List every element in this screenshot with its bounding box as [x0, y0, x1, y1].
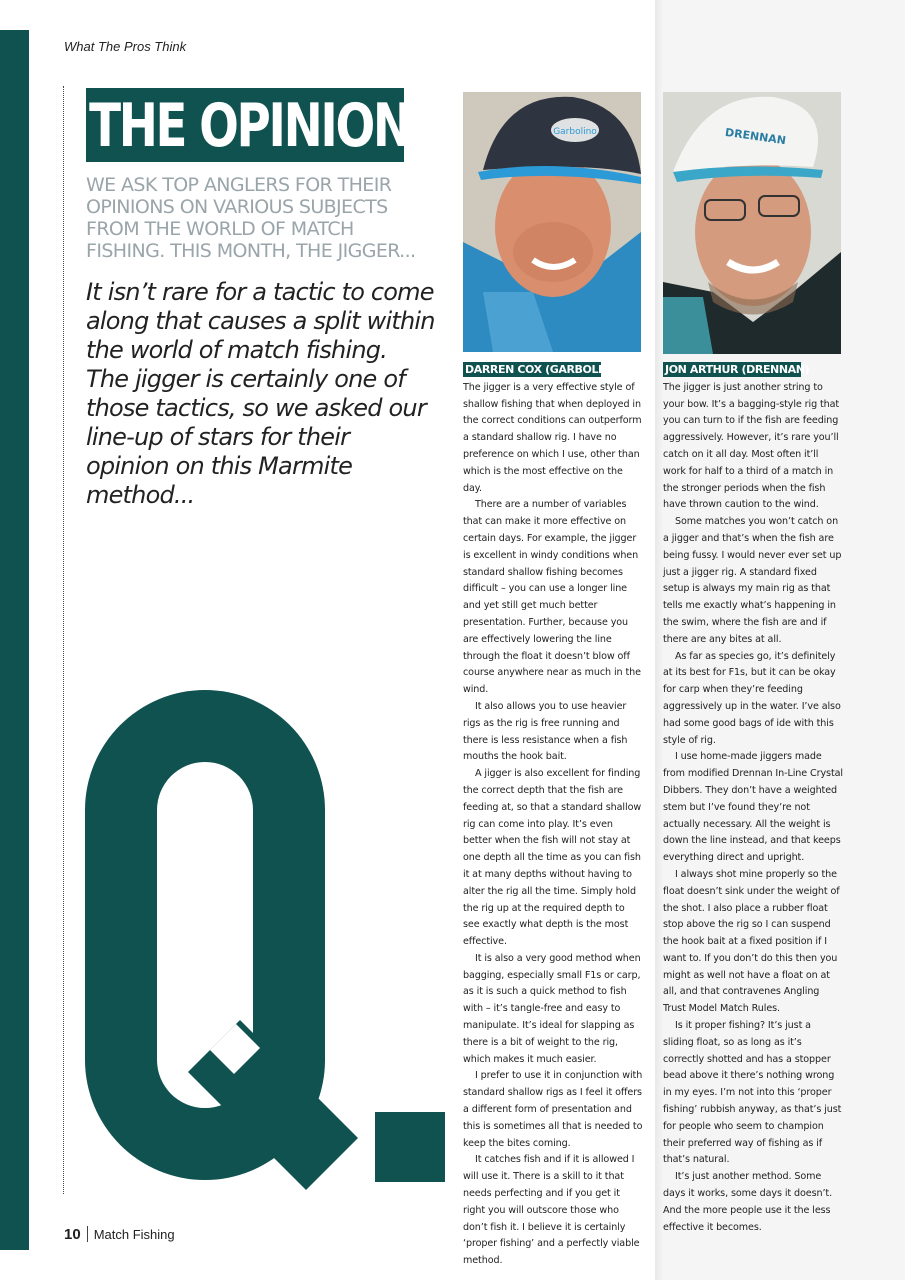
paragraph: A jigger is also excellent for finding the correct depth that the fish are feeding at, so that a standard shallow rig can come into play. It’s even better when the fish will not stay at one depth all the time as you can fish it at many depths without having to alter the rig all the time. Simply hold the rig up at the required depth to see exactly what depth is the most effective. [463, 768, 642, 948]
page-title: THE OPINION [89, 91, 410, 161]
section-label: What The Pros Think [64, 39, 187, 54]
paragraph: Some matches you won’t catch on a jigger and that’s when the fish are being fussy. I would never ever set up just a jigger rig. A standard fixed setup is always my main rig as that tells me exactly what’s happening in the swim, where the fish are and if there are any bites at all. [663, 516, 842, 645]
paragraph: The jigger is a very effective style of shallow fishing that when deployed in the correct conditions can outperform a standard shallow rig. I have no preference on which I use, other than which is the most effective on the day. [463, 381, 642, 494]
q-period [375, 1112, 445, 1182]
paragraph: It’s just another method. Some days it works, some days it doesn’t. And the more people use it the less effective it becomes. [663, 1171, 833, 1233]
footer-divider [87, 1226, 88, 1242]
paragraph: There are a number of variables that can make it more effective on certain days. For example, the jigger is excellent in windy conditions when standard shallow fishing becomes difficult – you can use a longer line and yet still get much better presentation. Further, because you are effectively lowering the line through the float it doesn’t blow off course anywhere near as much in the wind. [463, 499, 641, 696]
page-number: 10 [64, 1226, 81, 1243]
paragraph: As far as species go, it’s definitely at its best for F1s, but it can be okay for carp when they’re feeding aggressively up in the water. I’ve also had some good bags of ide with this style of rig. [663, 650, 841, 746]
portrait-illustration [663, 92, 841, 354]
magazine-name: Match Fishing [93, 1227, 175, 1242]
column-jon-arthur [663, 362, 843, 1236]
svg-text:Garbolino: Garbolino [553, 127, 597, 137]
title-banner [86, 88, 410, 162]
q-letter-svg [60, 680, 460, 1200]
page-footer [64, 1226, 175, 1243]
paragraph: I always shot mine properly so the float doesn’t sink under the weight of the shot. I also place a rubber float stop above the rig so I can suspend the hook bait at a fixed position if I want to. If you don’t do this then you might as well not have a float on at all, and that contravenes Angling Trust Model Match Rules. [663, 868, 840, 1015]
intro-text: It isn’t rare for a tactic to come along that causes a split within the world of match fishing. The jigger is certainly one of those tactics, so we asked our line-up of stars for their opinion on this Marmite method... [86, 278, 435, 509]
paragraph: I use home-made jiggers made from modified Drennan In-Line Crystal Dibbers. They don’t have a weighted stem but I’ve found they’re not actually necessary. All the weight is down the line instead, and that keeps everything direct and upright. [663, 751, 843, 864]
portrait-illustration [463, 92, 641, 352]
svg-text:DRENNAN: DRENNAN [724, 125, 787, 148]
angler-photo-jon-arthur [663, 92, 841, 354]
byline-darren-cox: DARREN COX (GARBOLINO) [465, 363, 625, 376]
paragraph: Is it proper fishing? It’s just a sliding float, so as long as it’s correctly shotted and has a stopper bead above it there’s nothing wrong in my eyes. I’m not into this ‘proper fishing’ rubbish anyway, as that’s just for people who seem to champion their preferred way of fishing as if that’s natural. [663, 1020, 842, 1166]
paragraph: The jigger is just another string to your bow. It’s a bagging-style rig that you can turn to if the fish are feeding aggressively. However, it’s rare you’ll catch on it all day. Most often it’ll work for half to a third of a match in the stronger periods when the fish have thrown caution to the wind. [663, 381, 840, 511]
sidebar-accent-bar [0, 30, 29, 1250]
angler-photo-darren-cox [463, 92, 641, 352]
standfirst: WE ASK TOP ANGLERS FOR THEIR OPINIONS ON VARIOUS SUBJECTS FROM THE WORLD OF MATCH FISHING. THIS MONTH, THE JIGGER... [86, 174, 416, 262]
paragraph: It also allows you to use heavier rigs as the rig is free running and there is less resistance when a fish mouths the hook bait. [463, 700, 628, 763]
big-q-graphic [60, 680, 460, 1200]
paragraph: I prefer to use it in conjunction with standard shallow rigs as I feel it offers a different form of presentation and this is sometimes all that is needed to keep the bites coming. [463, 1070, 643, 1149]
paragraph: It catches fish and if it is allowed I will use it. There is a skill to it that needs perfecting and if you get it right you will outscore those who don’t fish it. I believe it is certainly ‘proper fishing’ and a perfectly viable method. [463, 1154, 640, 1267]
column-darren-cox [463, 362, 643, 1270]
paragraph: It is also a very good method when bagging, especially small F1s or carp, as it is such a quick method to fish with – it’s tangle-free and easy to manipulate. It’s ideal for slapping as there is a bit of weight to the rig, which makes it much easier. [463, 952, 641, 1065]
byline-jon-arthur: JON ARTHUR (DRENNAN) [665, 363, 810, 376]
page-gutter-shadow [655, 0, 663, 1280]
